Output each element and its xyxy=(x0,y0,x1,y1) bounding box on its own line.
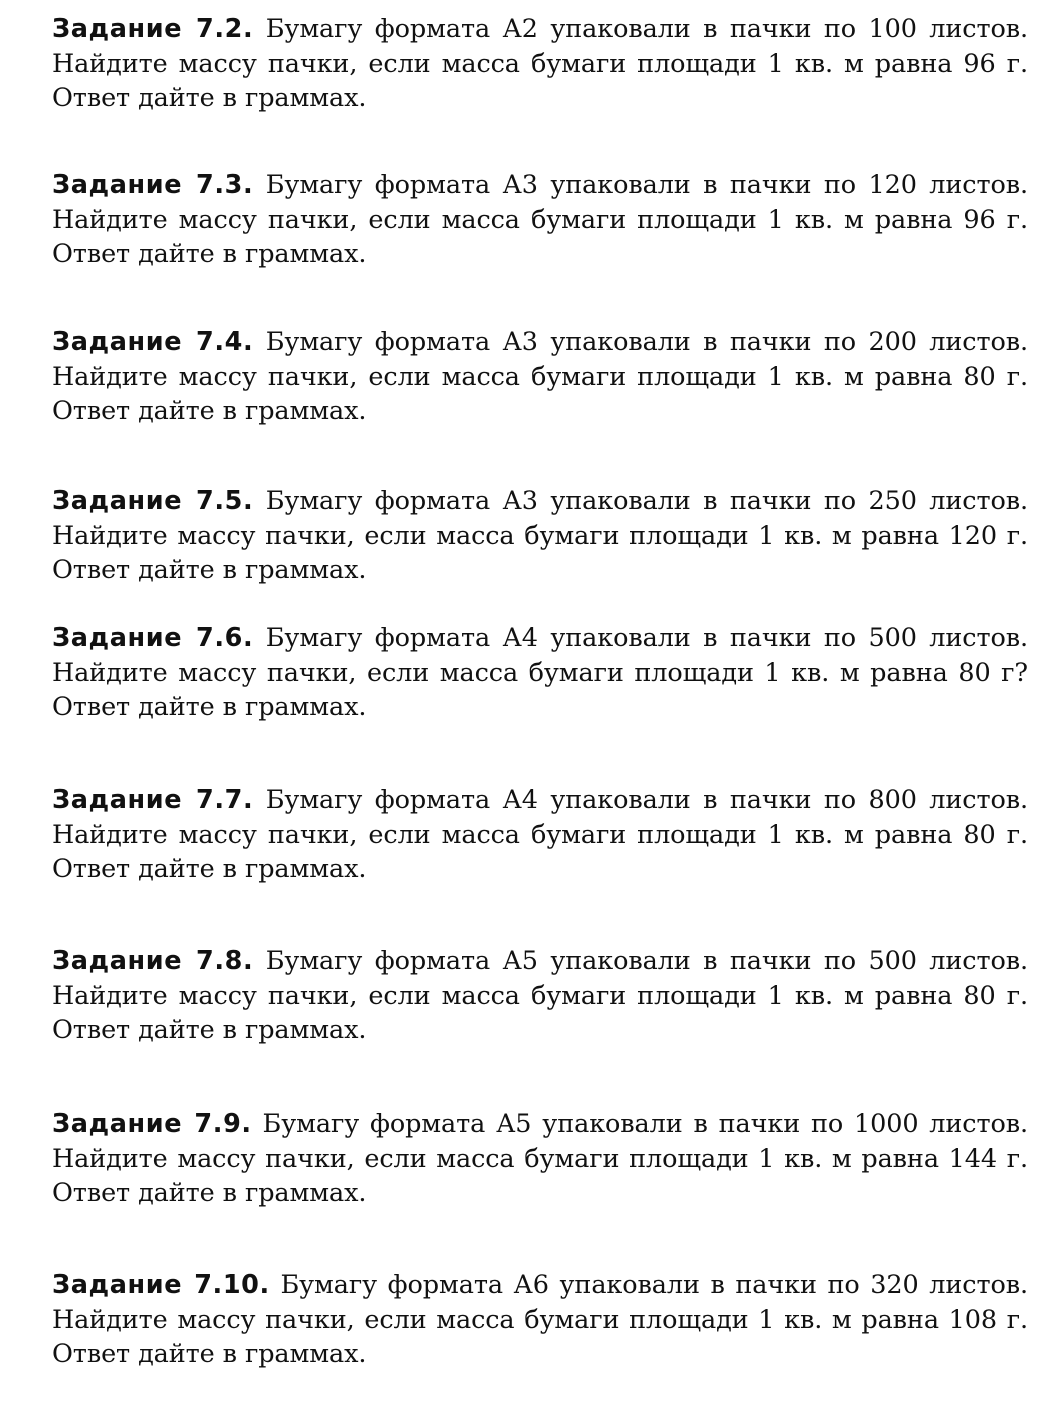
task-7-5 xyxy=(52,484,1028,588)
task-text: Бумагу формата А6 упаковали в пачки по 320 листов. Найдите массу пачки, если масса бумаги площади 1 кв. м равна 108 г. Ответ дайте в граммах. xyxy=(52,1270,1029,1369)
task-label: Задание 7.9. xyxy=(52,1109,252,1139)
task-text: Бумагу формата А5 упаковали в пачки по 500 листов. Найдите массу пачки, если масса бумаги площади 1 кв. м равна 80 г. Ответ дайте в граммах. xyxy=(52,946,1028,1045)
task-text: Бумагу формата А3 упаковали в пачки по 250 листов. Найдите массу пачки, если масса бумаги площади 1 кв. м равна 120 г. Ответ дайте в граммах. xyxy=(52,486,1028,585)
task-7-6 xyxy=(52,621,1028,725)
task-label: Задание 7.7. xyxy=(52,785,254,815)
task-text: Бумагу формата А2 упаковали в пачки по 100 листов. Найдите массу пачки, если масса бумаги площади 1 кв. м равна 96 г. Ответ дайте в граммах. xyxy=(52,14,1028,113)
task-label: Задание 7.5. xyxy=(52,486,254,516)
task-7-2 xyxy=(52,12,1028,116)
task-label: Задание 7.2. xyxy=(52,14,254,44)
task-text: Бумагу формата А4 упаковали в пачки по 500 листов. Найдите массу пачки, если масса бумаги площади 1 кв. м равна 80 г? Ответ дайте в граммах. xyxy=(52,623,1028,722)
task-label: Задание 7.4. xyxy=(52,327,254,357)
task-label: Задание 7.6. xyxy=(52,623,254,653)
task-label: Задание 7.8. xyxy=(52,946,254,976)
task-7-10 xyxy=(52,1268,1028,1372)
task-7-9 xyxy=(52,1107,1028,1211)
task-text: Бумагу формата А4 упаковали в пачки по 800 листов. Найдите массу пачки, если масса бумаги площади 1 кв. м равна 80 г. Ответ дайте в граммах. xyxy=(52,785,1028,884)
task-7-8 xyxy=(52,944,1028,1048)
task-text: Бумагу формата А3 упаковали в пачки по 200 листов. Найдите массу пачки, если масса бумаги площади 1 кв. м равна 80 г. Ответ дайте в граммах. xyxy=(52,327,1028,426)
task-7-4 xyxy=(52,325,1028,429)
task-7-3 xyxy=(52,168,1028,272)
task-7-7 xyxy=(52,783,1028,887)
task-text: Бумагу формата А3 упаковали в пачки по 120 листов. Найдите массу пачки, если масса бумаги площади 1 кв. м равна 96 г. Ответ дайте в граммах. xyxy=(52,170,1028,269)
task-label: Задание 7.3. xyxy=(52,170,254,200)
task-text: Бумагу формата А5 упаковали в пачки по 1000 листов. Найдите массу пачки, если масса бумаги площади 1 кв. м равна 144 г. Ответ дайте в граммах. xyxy=(52,1109,1029,1208)
task-label: Задание 7.10. xyxy=(52,1270,270,1300)
